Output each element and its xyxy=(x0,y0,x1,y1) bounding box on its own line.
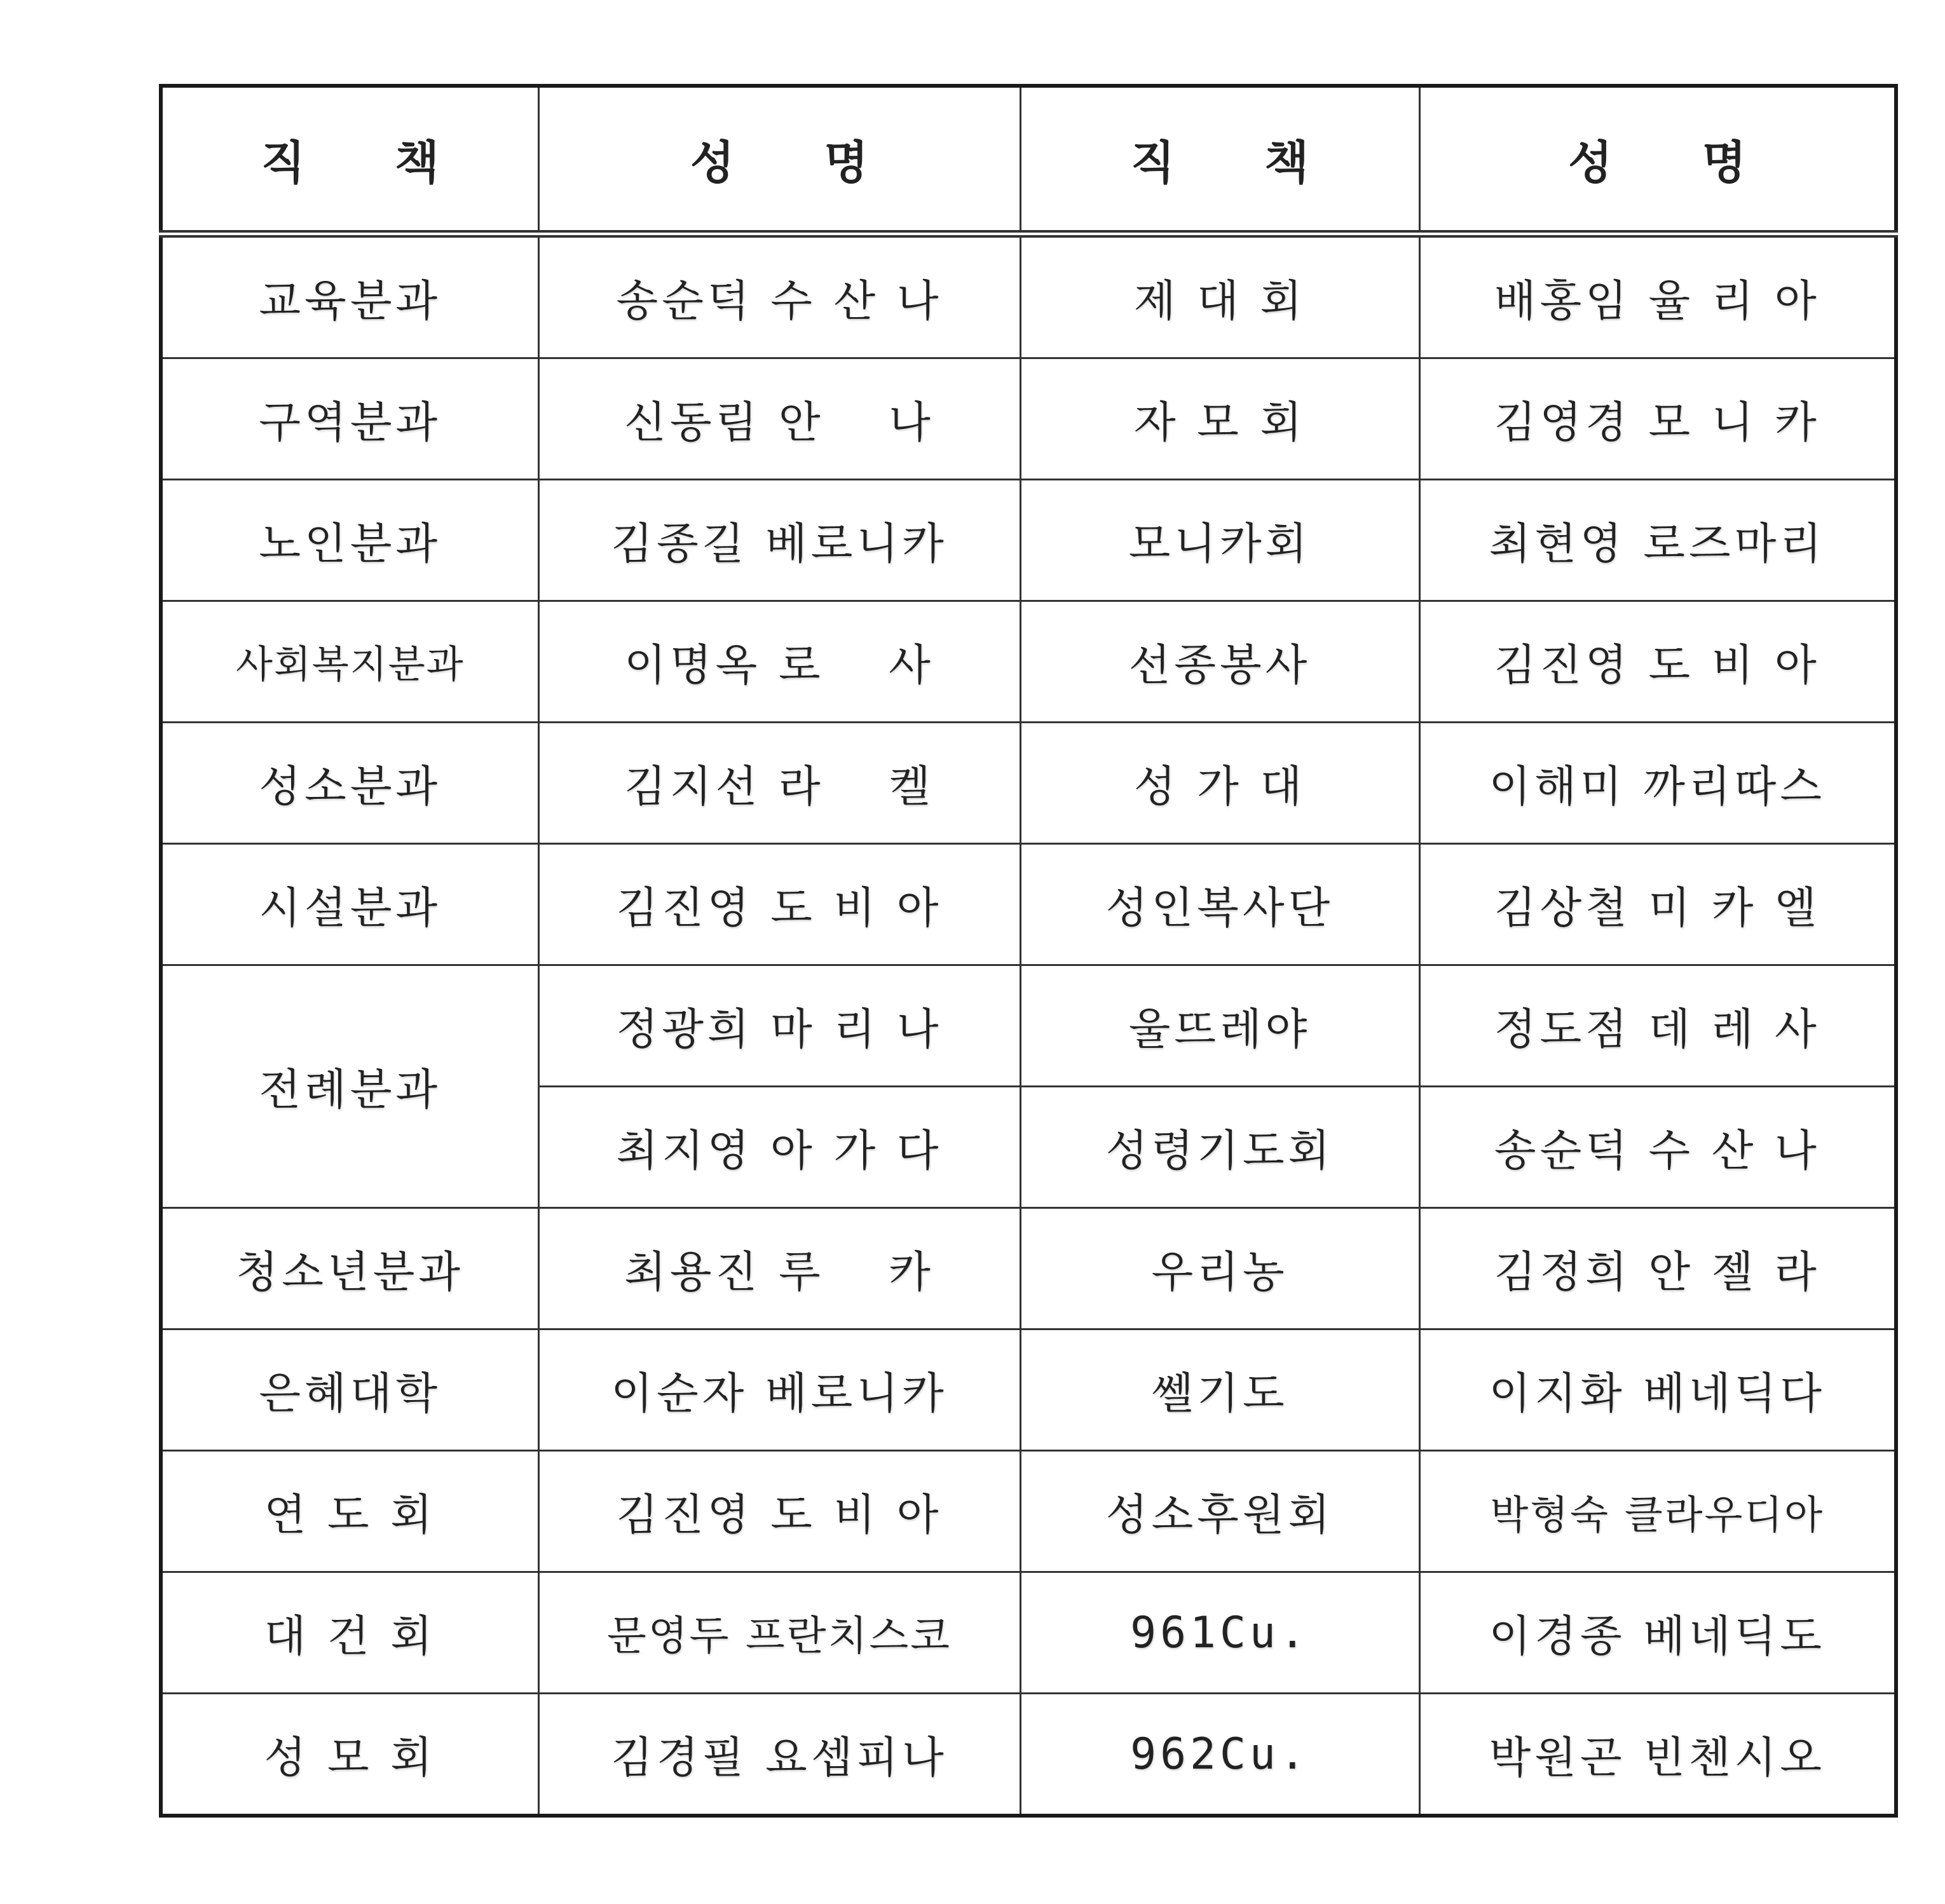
right-name-cell: 김영경 모 니 카 xyxy=(1419,358,1896,480)
right-name-cell: 이지화 베네딕다 xyxy=(1419,1329,1896,1451)
right-name-cell: 배홍임 율 리 아 xyxy=(1419,234,1896,358)
left-role-cell: 구역분과 xyxy=(161,358,538,480)
roster-table xyxy=(159,84,1898,1818)
table-row xyxy=(161,1572,1896,1694)
right-name-cell: 최현영 로즈마리 xyxy=(1419,480,1896,601)
left-name-cell: 김종길 베로니카 xyxy=(538,480,1020,601)
table-row xyxy=(161,965,1896,1087)
right-name-cell: 이경종 베네딕도 xyxy=(1419,1572,1896,1694)
right-role-cell: 제 대 회 xyxy=(1020,234,1419,358)
left-role-cell: 성 모 회 xyxy=(161,1694,538,1816)
left-role-cell: 은혜대학 xyxy=(161,1329,538,1451)
table-row xyxy=(161,358,1896,480)
left-role-cell: 대 건 회 xyxy=(161,1572,538,1694)
left-name-cell: 최용진 루 카 xyxy=(538,1208,1020,1329)
table-row xyxy=(161,844,1896,965)
left-name-cell: 김진영 도 비 아 xyxy=(538,1451,1020,1572)
right-name-cell: 정도점 데 레 사 xyxy=(1419,965,1896,1087)
right-role-cell: 우리농 xyxy=(1020,1208,1419,1329)
right-role-cell: 선종봉사 xyxy=(1020,601,1419,723)
right-role-cell: 962Cu. xyxy=(1020,1694,1419,1816)
left-name-cell: 신동림 안 나 xyxy=(538,358,1020,480)
left-role-cell: 청소년분과 xyxy=(161,1208,538,1329)
right-name-cell: 김정희 안 젤 라 xyxy=(1419,1208,1896,1329)
left-name-cell: 최지영 아 가 다 xyxy=(538,1087,1020,1208)
right-role-cell: 자 모 회 xyxy=(1020,358,1419,480)
left-name-cell: 송순덕 수 산 나 xyxy=(538,234,1020,358)
right-role-cell: 울뜨레야 xyxy=(1020,965,1419,1087)
left-name-cell: 김지선 라 켈 xyxy=(538,723,1020,844)
left-role-cell: 교육분과 xyxy=(161,234,538,358)
table-row xyxy=(161,601,1896,723)
table-row xyxy=(161,1694,1896,1816)
header-name-right: 성 명 xyxy=(1419,86,1896,234)
right-role-cell: 성인복사단 xyxy=(1020,844,1419,965)
header-name-left: 성 명 xyxy=(538,86,1020,234)
table-row xyxy=(161,1329,1896,1451)
right-role-cell: 성 가 대 xyxy=(1020,723,1419,844)
left-name-cell: 김경필 요셉피나 xyxy=(538,1694,1020,1816)
left-role-cell: 시설분과 xyxy=(161,844,538,965)
right-name-cell: 김진영 도 비 아 xyxy=(1419,601,1896,723)
table-row xyxy=(161,1451,1896,1572)
left-role-cell: 노인분과 xyxy=(161,480,538,601)
table-row xyxy=(161,480,1896,601)
right-role-cell: 961Cu. xyxy=(1020,1572,1419,1694)
left-name-cell: 이명옥 로 사 xyxy=(538,601,1020,723)
left-name-cell: 이순자 베로니카 xyxy=(538,1329,1020,1451)
right-role-cell: 성령기도회 xyxy=(1020,1087,1419,1208)
left-role-cell: 성소분과 xyxy=(161,723,538,844)
right-name-cell: 박원곤 빈첸시오 xyxy=(1419,1694,1896,1816)
right-name-cell: 송순덕 수 산 나 xyxy=(1419,1087,1896,1208)
left-role-cell: 사회복지분과 xyxy=(161,601,538,723)
right-name-cell: 박형숙 클라우디아 xyxy=(1419,1451,1896,1572)
left-name-cell: 정광희 마 리 나 xyxy=(538,965,1020,1087)
left-role-cell: 연 도 회 xyxy=(161,1451,538,1572)
right-name-cell: 이해미 까리따스 xyxy=(1419,723,1896,844)
left-role-cell-merged: 전례분과 xyxy=(161,965,538,1208)
table-row xyxy=(161,1208,1896,1329)
left-name-cell: 문영두 프란치스코 xyxy=(538,1572,1020,1694)
table-row xyxy=(161,234,1896,358)
left-name-cell: 김진영 도 비 아 xyxy=(538,844,1020,965)
header-role-right: 직 책 xyxy=(1020,86,1419,234)
header-row xyxy=(161,86,1896,234)
right-role-cell: 모니카회 xyxy=(1020,480,1419,601)
right-role-cell: 쎌기도 xyxy=(1020,1329,1419,1451)
table-row xyxy=(161,723,1896,844)
header-role-left: 직 책 xyxy=(161,86,538,234)
right-role-cell: 성소후원회 xyxy=(1020,1451,1419,1572)
right-name-cell: 김상철 미 카 엘 xyxy=(1419,844,1896,965)
